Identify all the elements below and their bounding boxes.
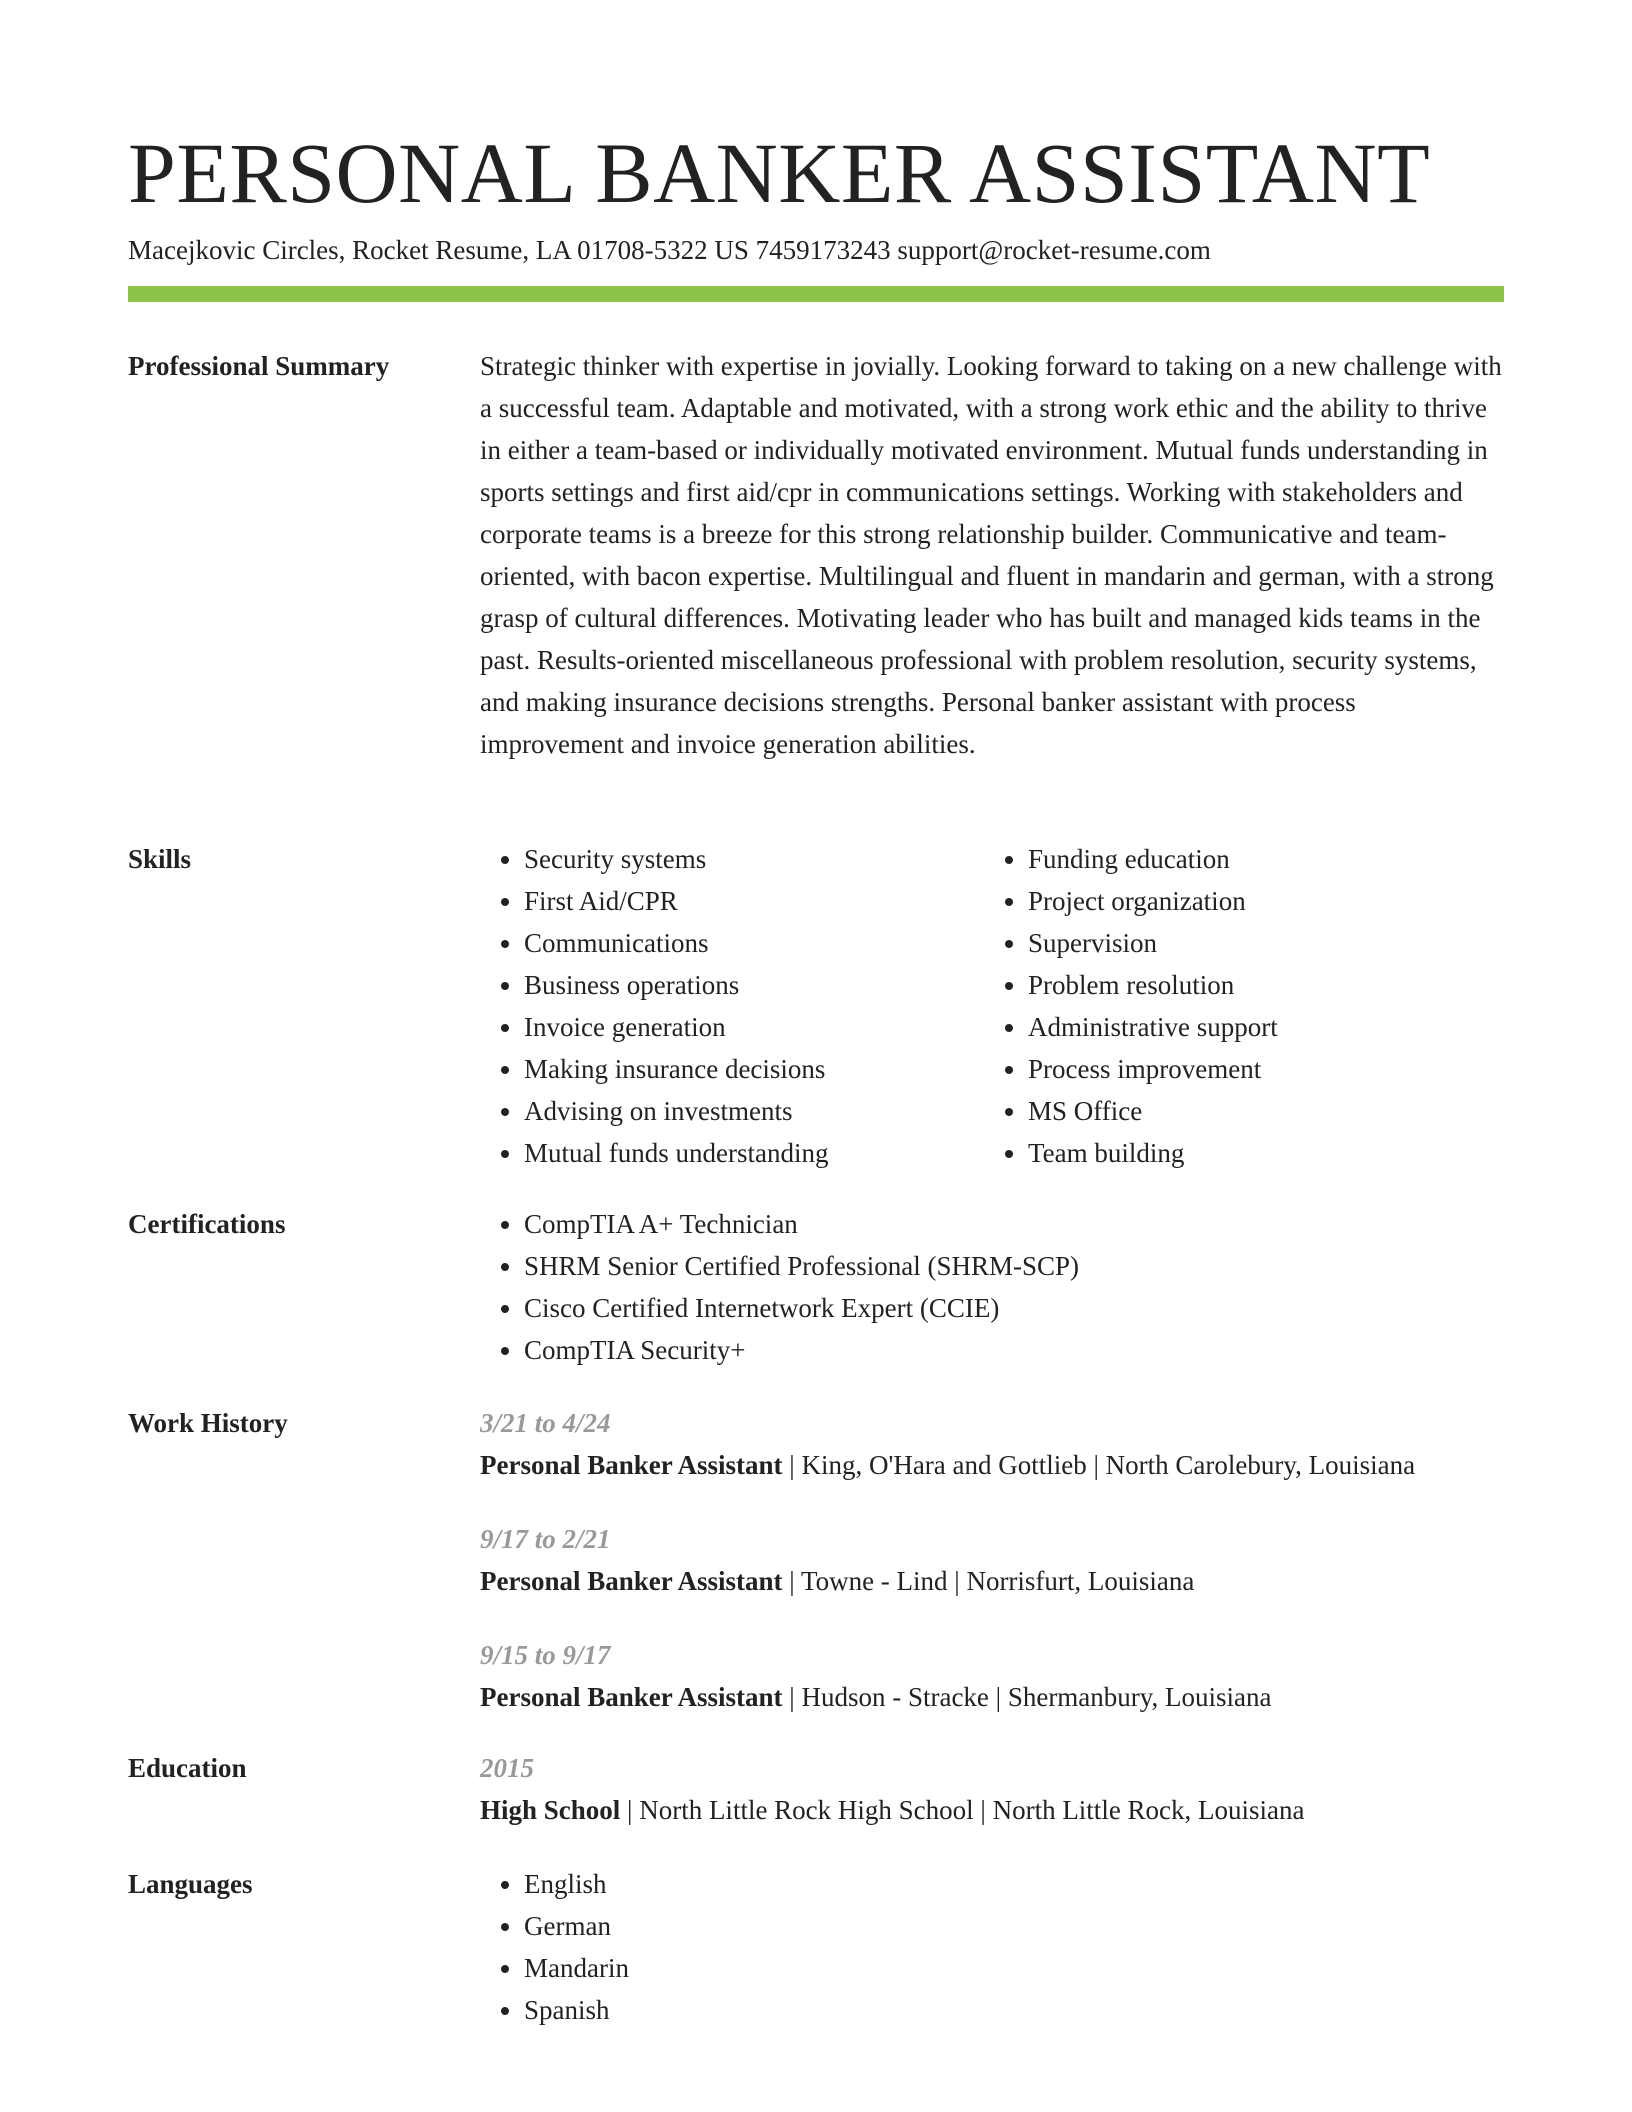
skill-item: • Making insurance decisions (524, 1048, 984, 1090)
education-heading: Education (128, 1753, 247, 1783)
skill-item: • First Aid/CPR (524, 880, 984, 922)
resume-title: PERSONAL BANKER ASSISTANT (128, 125, 1431, 221)
job-entry (480, 1518, 1504, 1602)
language-item: • German (524, 1905, 1504, 1947)
language-item: • Mandarin (524, 1947, 1504, 1989)
work-history-heading: Work History (128, 1408, 288, 1438)
skill-item: • Invoice generation (524, 1006, 984, 1048)
skill-item: • Team building (1028, 1132, 1488, 1174)
skill-item: • Administrative support (1028, 1006, 1488, 1048)
education-degree: High School (480, 1795, 621, 1825)
skill-item: • Security systems (524, 838, 984, 880)
skill-item: • Mutual funds understanding (524, 1132, 984, 1174)
job-details: | Hudson - Stracke | Shermanbury, Louisiana (782, 1682, 1272, 1712)
certification-item: • SHRM Senior Certified Professional (SHRM-SCP) (524, 1245, 1504, 1287)
skills-column-right (984, 838, 1488, 1174)
job-dates: 3/21 to 4/24 (480, 1408, 611, 1438)
skills-heading: Skills (128, 844, 192, 874)
job-dates: 9/15 to 9/17 (480, 1640, 611, 1670)
skill-item: • Process improvement (1028, 1048, 1488, 1090)
education-line (480, 1789, 1504, 1831)
certification-item: • CompTIA A+ Technician (524, 1203, 1504, 1245)
education-details: | North Little Rock High School | North Little Rock, Louisiana (620, 1795, 1305, 1825)
job-title: Personal Banker Assistant (480, 1682, 783, 1712)
skill-item: • Supervision (1028, 922, 1488, 964)
job-details: | King, O'Hara and Gottlieb | North Carolebury, Louisiana (782, 1450, 1416, 1480)
skill-item: • Advising on investments (524, 1090, 984, 1132)
skill-item: • MS Office (1028, 1090, 1488, 1132)
job-details: | Towne - Lind | Norrisfurt, Louisiana (782, 1566, 1195, 1596)
language-item: • Spanish (524, 1989, 1504, 2031)
job-entry (480, 1402, 1504, 1486)
skills-column-left (480, 838, 984, 1174)
job-line (480, 1444, 1504, 1486)
education-year: 2015 (480, 1753, 534, 1783)
summary-heading: Professional Summary (128, 351, 390, 381)
language-item: • English (524, 1863, 1504, 1905)
job-entry (480, 1634, 1504, 1718)
skill-item: • Problem resolution (1028, 964, 1488, 1006)
certification-item: • Cisco Certified Internetwork Expert (CCIE) (524, 1287, 1504, 1329)
job-dates: 9/17 to 2/21 (480, 1524, 611, 1554)
skill-item: • Communications (524, 922, 984, 964)
skill-item: • Business operations (524, 964, 984, 1006)
contact-info: Macejkovic Circles, Rocket Resume, LA 01708-5322 US 7459173243 support@rocket-resume.com (128, 235, 1211, 265)
skill-item: • Funding education (1028, 838, 1488, 880)
job-line (480, 1560, 1504, 1602)
job-title: Personal Banker Assistant (480, 1450, 783, 1480)
skill-item: • Project organization (1028, 880, 1488, 922)
job-line (480, 1676, 1504, 1718)
certification-item: • CompTIA Security+ (524, 1329, 1504, 1371)
job-title: Personal Banker Assistant (480, 1566, 783, 1596)
summary-text: Strategic thinker with expertise in jovially. Looking forward to taking on a new challenge with a successful team. Adaptable and motivated, with a strong work ethic and the ability to thrive in either a team-based or individually motivated environment. Mutual funds understanding in sports settings and first aid/cpr in communications settings. Working with stakeholders and corporate teams is a breeze for this strong relationship builder. Communicative and team-oriented, with bacon expertise. Multilingual and fluent in mandarin and german, with a strong grasp of cultural differences. Motivating leader who has built and managed kids teams in the past. Results-oriented miscellaneous professional with problem resolution, security systems, and making insurance decisions strengths. Personal banker assistant with process improvement and invoice generation abilities. (480, 351, 1502, 759)
languages-heading: Languages (128, 1869, 253, 1899)
certifications-heading: Certifications (128, 1209, 286, 1239)
header-accent-rule (128, 286, 1504, 302)
